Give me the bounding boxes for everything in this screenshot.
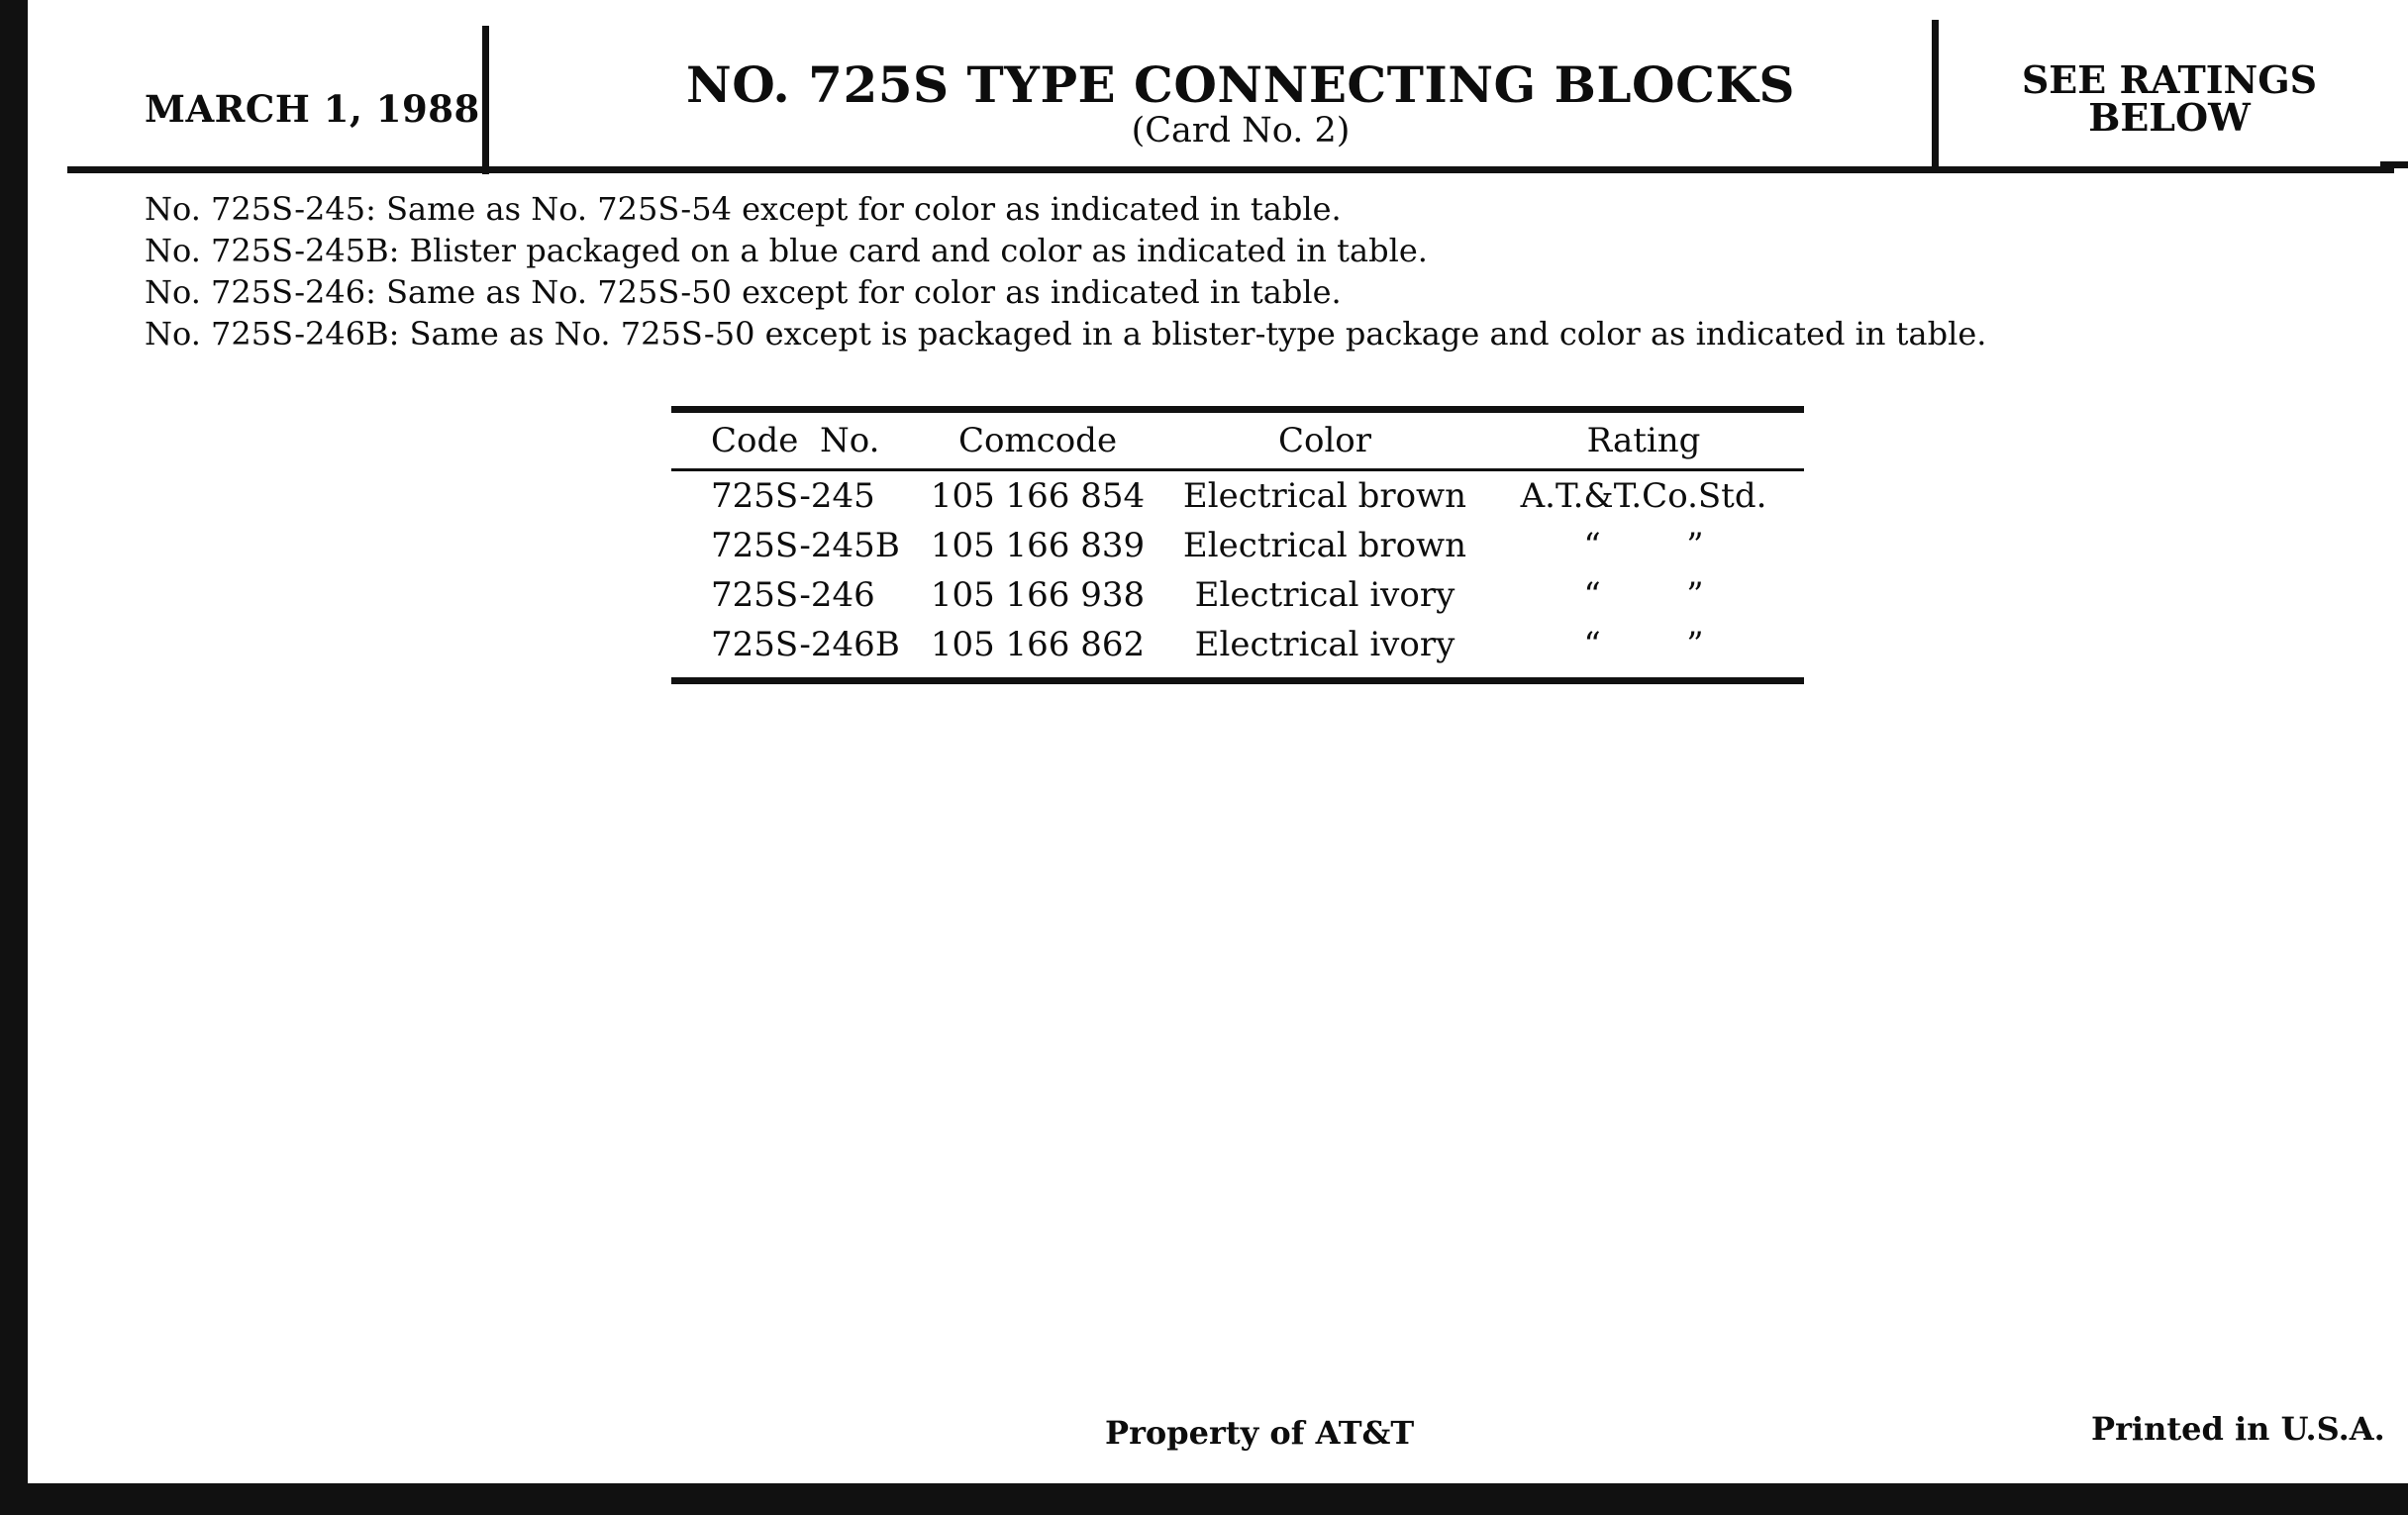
- code-table: [671, 406, 1804, 684]
- scan-border-bottom: [0, 1483, 2408, 1515]
- column-header-comcode: Comcode: [957, 421, 1118, 460]
- cell-comcode: 105 166 839: [930, 526, 1146, 565]
- cell-color: Electrical ivory: [1194, 625, 1455, 664]
- cell-rating: “ ”: [1583, 625, 1704, 664]
- header-divider-left: [482, 26, 489, 174]
- cell-color: Electrical ivory: [1194, 575, 1455, 615]
- scan-border-left: [0, 0, 28, 1515]
- table-row: [671, 471, 1804, 521]
- table-row: [671, 521, 1804, 570]
- cell-code: 725S-246: [711, 575, 875, 615]
- cell-comcode: 105 166 862: [930, 625, 1146, 664]
- cell-code: 725S-245: [711, 476, 875, 516]
- cell-comcode: 105 166 854: [930, 476, 1146, 516]
- note-line: No. 725S-245: Same as No. 725S-54 except for color as indicated in table.: [145, 190, 1342, 228]
- cell-comcode: 105 166 938: [930, 575, 1146, 615]
- header-underline-tail: [2380, 161, 2408, 168]
- column-header-color: Color: [1277, 421, 1372, 460]
- header-divider-right: [1932, 20, 1939, 170]
- footer-printed: Printed in U.S.A.: [2091, 1410, 2385, 1448]
- table-header-row: [671, 413, 1804, 468]
- notes-list: [145, 188, 1986, 354]
- rating-note-line2: BELOW: [2088, 95, 2251, 140]
- cell-rating: A.T.&T.Co.Std.: [1520, 476, 1767, 516]
- cell-color: Electrical brown: [1182, 526, 1467, 565]
- header-underline: [67, 166, 2394, 173]
- document-title: NO. 725S TYPE CONNECTING BLOCKS: [686, 55, 1795, 114]
- cell-code: 725S-246B: [711, 625, 900, 664]
- note-line: No. 725S-246: Same as No. 725S-50 except for color as indicated in table.: [145, 273, 1342, 311]
- cell-rating: “ ”: [1583, 575, 1704, 615]
- column-header-code: Code No.: [711, 421, 880, 460]
- table-row: [671, 570, 1804, 620]
- table-row: [671, 620, 1804, 669]
- document-subtitle: (Card No. 2): [1131, 110, 1351, 151]
- document-card: [28, 0, 2408, 1483]
- column-header-rating: Rating: [1586, 421, 1701, 460]
- footer-property: Property of AT&T: [1105, 1414, 1415, 1452]
- rating-note: [1976, 57, 2362, 140]
- cell-rating: “ ”: [1583, 526, 1704, 565]
- note-line: No. 725S-245B: Blister packaged on a blue card and color as indicated in table.: [145, 232, 1428, 269]
- note-line: No. 725S-246B: Same as No. 725S-50 except is packaged in a blister-type package and color as indicated in table.: [145, 315, 1987, 353]
- cell-code: 725S-245B: [711, 526, 900, 565]
- document-title-block: [513, 55, 1968, 151]
- cell-color: Electrical brown: [1182, 476, 1467, 516]
- table-bottom-rule: [671, 677, 1804, 684]
- table-top-rule: [671, 406, 1804, 413]
- rating-note-line1: SEE RATINGS: [2021, 57, 2318, 102]
- document-date: MARCH 1, 1988: [145, 87, 480, 131]
